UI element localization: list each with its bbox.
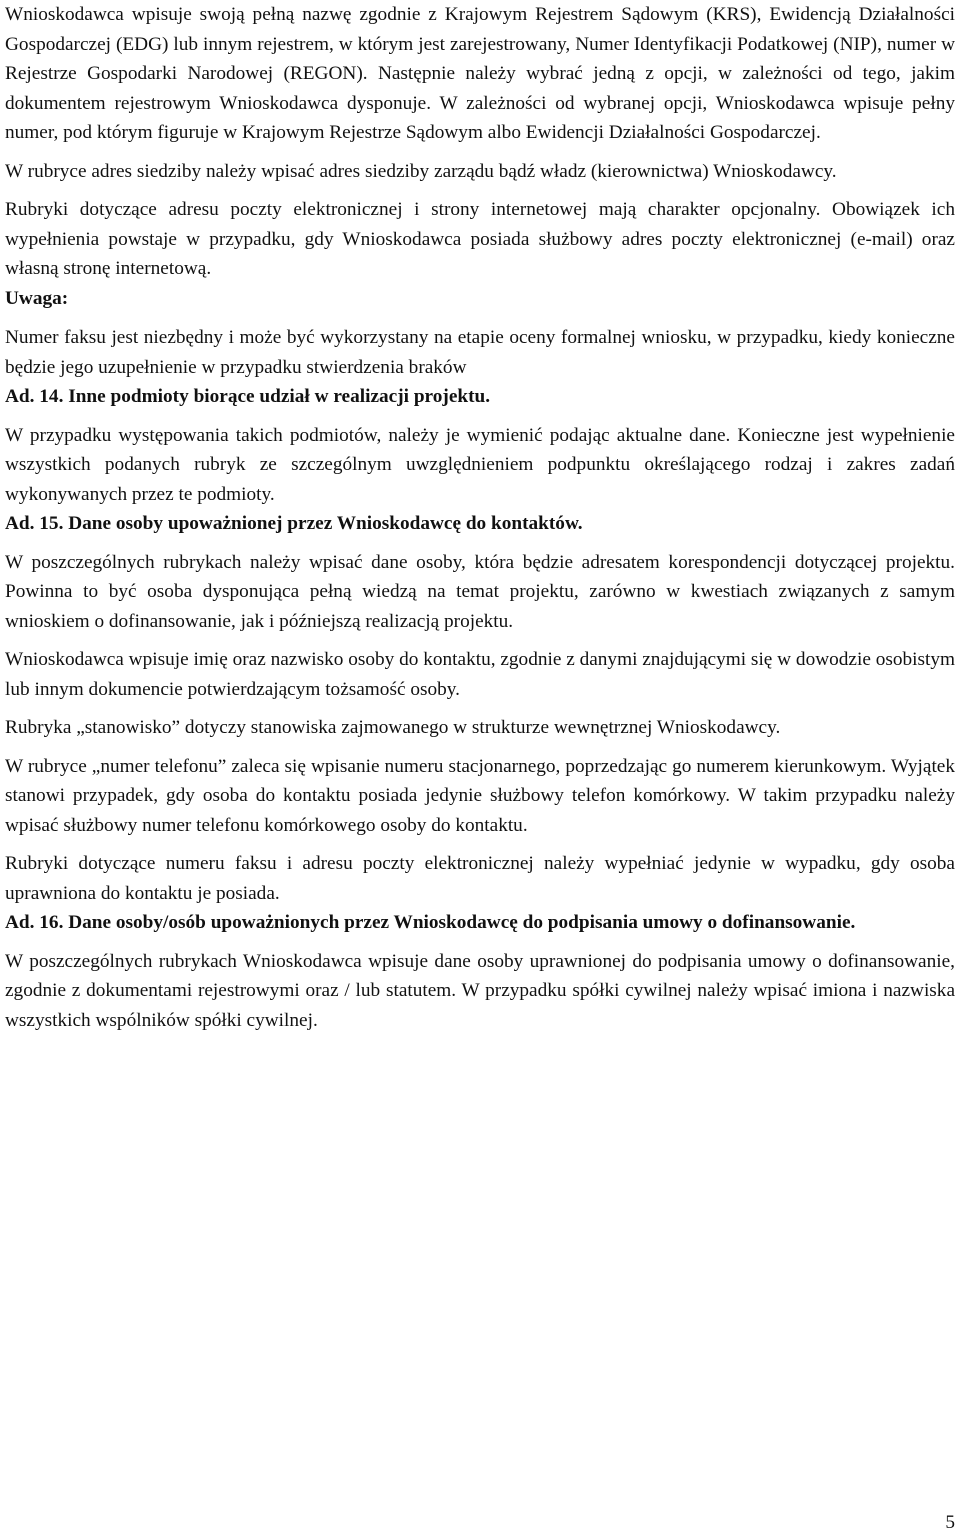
paragraph-phone-number: W rubryce „numer telefonu” zaleca się wpisanie numeru stacjonarnego, poprzedzając go numerem kierunkowym. Wyjątek stanowi przypadek, gdy osoba do kontaktu posiada jedynie służbowy telefon komórkowy. W takim przypadku należy wpisać służbowy numer telefonu komórkowego osoby do kontaktu. — [5, 755, 955, 836]
paragraph-registered-address: W rubryce adres siedziby należy wpisać adres siedziby zarządu bądź władz (kierownictwa) Wnioskodawcy. — [5, 160, 837, 182]
paragraph-fax-note: Numer faksu jest niezbędny i może być wykorzystany na etapie oceny formalnej wniosku, w przypadku, kiedy konieczne będzie jego uzupełnienie w przypadku stwierdzenia braków — [5, 327, 955, 378]
section-heading-ad-15: Ad. 15. Dane osoby upoważnionej przez Wnioskodawcę do kontaktów. — [5, 513, 583, 534]
paragraph-contact-name: Wnioskodawca wpisuje imię oraz nazwisko osoby do kontaktu, zgodnie z danymi znajdującymi się w dowodzie osobistym lub innym dokumencie potwierdzającym tożsamość osoby. — [5, 649, 955, 700]
paragraph-fax-email-contact: Rubryki dotyczące numeru faksu i adresu poczty elektronicznej należy wypełniać jedynie w wypadku, gdy osoba uprawniona do kontaktu je posiada. — [5, 853, 955, 904]
page-content — [5, 0, 955, 1035]
note-label: Uwaga: — [5, 287, 69, 309]
section-heading-ad-14: Ad. 14. Inne podmioty biorące udział w realizacji projektu. — [5, 386, 491, 407]
paragraph-applicant-name: Wnioskodawca wpisuje swoją pełną nazwę zgodnie z Krajowym Rejestrem Sądowym (KRS), Ewidencją Działalności Gospodarczej (EDG) lub innym rejestrem, w którym jest zarejestrowany, Numer Identyfikacji Podatkowej (NIP), numer w Rejestrze Gospodarki Narodowej (REGON). Następnie należy wybrać jedną z opcji, w zależności od tego, jakim dokumentem rejestrowym Wnioskodawca dysponuje. W zależności od wybranej opcji, Wnioskodawca wpisuje pełny numer, pod którym figuruje w Krajowym Rejestrze Sądowym albo Ewidencji Działalności Gospodarczej. — [5, 4, 955, 143]
paragraph-position: Rubryka „stanowisko” dotyczy stanowiska zajmowanego w strukturze wewnętrznej Wnioskodawcy. — [5, 717, 781, 738]
paragraph-other-entities: W przypadku występowania takich podmiotów, należy je wymienić podając aktualne dane. Konieczne jest wypełnienie wszystkich podanych rubryk ze szczególnym uwzględnieniem podpunktu określającego rodzaj i zakres zadań wykonywanych przez te podmioty. — [5, 424, 955, 505]
section-heading-ad-16: Ad. 16. Dane osoby/osób upoważnionych przez Wnioskodawcę do podpisania umowy o dofinansowanie. — [5, 912, 856, 933]
paragraph-contact-person: W poszczególnych rubrykach należy wpisać dane osoby, która będzie adresatem korespondencji dotyczącej projektu. Powinna to być osoba dysponująca pełną wiedzą na temat projektu, zarówno w kwestiach związanych z samym wnioskiem o dofinansowanie, jak i późniejszą realizacją projektu. — [5, 551, 955, 632]
paragraph-signatory: W poszczególnych rubrykach Wnioskodawca wpisuje dane osoby uprawnionej do podpisania umowy o dofinansowanie, zgodnie z dokumentami rejestrowymi oraz / lub statutem. W przypadku spółki cywilnej należy wpisać imiona i nazwiska wszystkich wspólników spółki cywilnej. — [5, 950, 955, 1031]
paragraph-email-website: Rubryki dotyczące adresu poczty elektronicznej i strony internetowej mają charakter opcjonalny. Obowiązek ich wypełnienia powstaje w przypadku, gdy Wnioskodawca posiada służbowy adres poczty elektronicznej (e-mail) oraz własną stronę internetową. — [5, 199, 955, 279]
page-number: 5 — [945, 1512, 955, 1533]
